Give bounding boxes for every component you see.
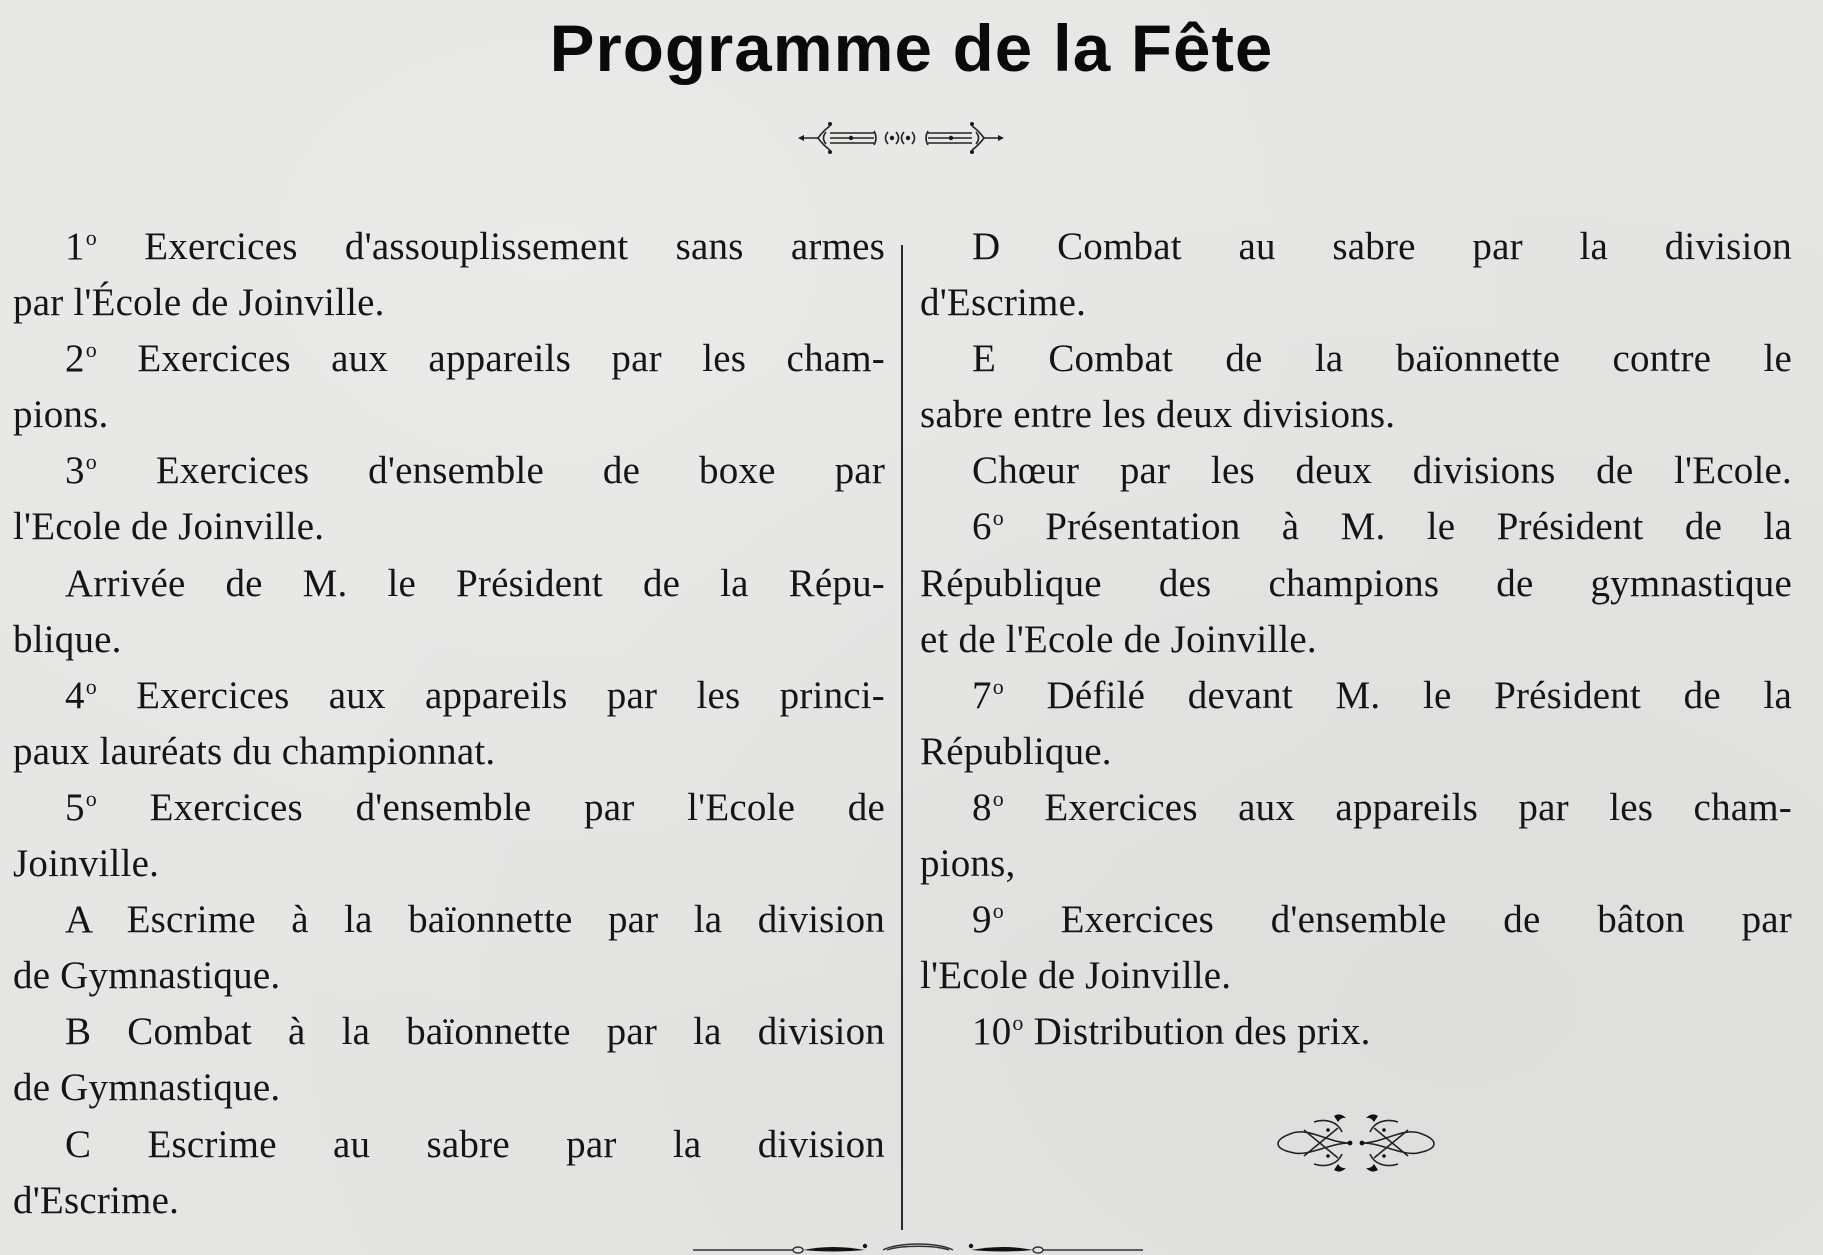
program-item-9: 9$^o$ Exercices d'ensemble de bâton par l'Ecole de Joinville. (920, 898, 1792, 998)
program-item-1: 1$^o$ Exercices d'assouplissement sans armes par l'École de Joinville. (13, 225, 885, 325)
program-item-5a: A Escrime à la baïonnette par la division de Gymnastique. (13, 898, 885, 998)
scroll-ornament-icon (796, 120, 1006, 156)
item-number: 8$^o$ (972, 785, 1004, 829)
item-number: 1$^o$ (65, 225, 97, 268)
program-item-7: 7$^o$ Défilé devant M. le Président de la République. (920, 673, 1792, 773)
item-number: 3$^o$ (65, 449, 97, 493)
item-number: 4$^o$ (65, 673, 97, 717)
program-item-5e: E Combat de la baïonnette contre le sabre entre les deux divisions. (920, 337, 1792, 437)
item-number: 5$^o$ (65, 785, 97, 829)
item-number: 6$^o$ (972, 505, 1004, 549)
program-item-5d: D Combat au sabre par la division d'Escrime. (920, 225, 1792, 325)
program-item-5c: C Escrime au sabre par la division d'Escrime. (13, 1122, 885, 1222)
column-divider (901, 245, 903, 1230)
program-item-6: 6$^o$ Présentation à M. le Président de la République des champions de gymnastique et de l'Ecole de Joinville. (920, 505, 1793, 661)
program-item-10: 10$^o$ Distribution des prix. (972, 1010, 1371, 1054)
left-column (13, 219, 885, 1229)
rule-ornament-icon (693, 1238, 1143, 1255)
program-item-choir: Chœur par les deux divisions de l'Ecole. (972, 449, 1792, 493)
program-item-arrival: Arrivée de M. le Président de la Répu- blique. (13, 561, 885, 661)
program-item-3: 3$^o$ Exercices d'ensemble de boxe par l'Ecole de Joinville. (13, 449, 886, 549)
item-number: 7$^o$ (972, 673, 1004, 717)
program-item-5: 5$^o$ Exercices d'ensemble par l'Ecole de Joinville. (13, 785, 885, 886)
right-column (920, 219, 1792, 1060)
program-item-2: 2$^o$ Exercices aux appareils par les cham- pions. (13, 337, 885, 437)
program-item-8: 8$^o$ Exercices aux appareils par les cham- pions, (920, 785, 1792, 886)
flourish-ornament-icon (1268, 1108, 1444, 1178)
item-number: 9$^o$ (972, 898, 1004, 942)
item-number: 10$^o$ (972, 1010, 1024, 1054)
program-item-5b: B Combat à la baïonnette par la division de Gymnastique. (13, 1010, 885, 1110)
page-title: Programme de la Fête (549, 11, 1274, 85)
program-item-4: 4$^o$ Exercices aux appareils par les princi- paux lauréats du championnat. (13, 673, 885, 773)
item-number: 2$^o$ (65, 337, 97, 381)
